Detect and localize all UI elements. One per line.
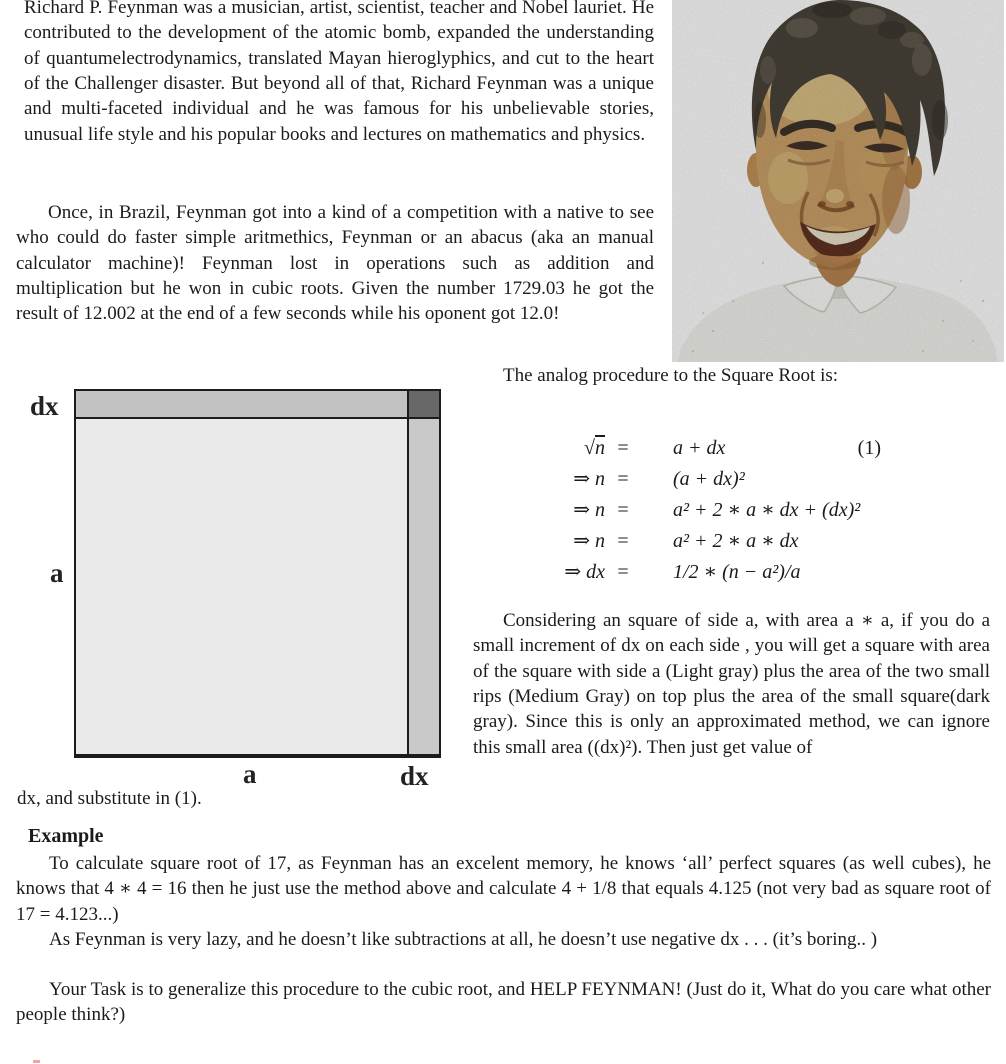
diagram-label-dx-top: dx xyxy=(30,391,59,421)
example-paragraph-2: As Feynman is very lazy, and he doesn’t like subtractions at all, he doesn’t use negative dx . . . (it’s boring.. ) xyxy=(49,929,878,950)
equation-row xyxy=(473,557,989,588)
equation-block xyxy=(473,433,989,588)
equation-row xyxy=(473,433,989,464)
equation-rhs: a + dx xyxy=(673,437,726,459)
equation-rhs: 1/2 ∗ (n − a²)/a xyxy=(673,561,801,583)
cropped-red-text-artifact xyxy=(33,1060,40,1063)
diagram-main-square-light-gray xyxy=(76,419,407,754)
equation-rhs: a² + 2 ∗ a ∗ dx + (dx)² xyxy=(673,499,861,521)
equation-lhs: ⇒ n xyxy=(573,530,605,552)
article-paragraph-2: Once, in Brazil, Feynman got into a kind of a competition with a native to see who could do faster simple aritmethics, Feynman or an abacus (aka an manual calculator machine)! Feynman lost in operations such as addition and multiplication but he won in cubic roots. Given the number 1729.03 he got the result of 12.002 at the end of a few seconds while his oponent got 12.0! xyxy=(16,202,654,325)
radicand: n xyxy=(595,437,605,459)
example-paragraph-3: Your Task is to generalize this procedure to the cubic root, and HELP FEYNMAN! (Just do it, What do you care what other people think?) xyxy=(16,979,991,1026)
square-increment-diagram xyxy=(74,389,441,758)
explanation-continued: dx, and substitute in (1). xyxy=(17,788,202,809)
equation-relation: = xyxy=(617,468,629,490)
radical-sign: √ xyxy=(584,437,595,459)
equation-relation: = xyxy=(617,530,629,552)
equation-relation: = xyxy=(617,499,629,521)
diagram-top-strip-medium-gray xyxy=(76,391,407,417)
diagram-label-a-left: a xyxy=(50,558,64,588)
equation-row xyxy=(473,526,989,557)
procedure-intro: The analog procedure to the Square Root is: xyxy=(503,365,839,386)
feynman-photo xyxy=(672,0,1004,362)
equation-lhs: ⇒ n xyxy=(573,468,605,490)
equation-lhs xyxy=(473,433,605,464)
example-heading: Example xyxy=(28,825,104,847)
explanation-paragraph: Considering an square of side a, with area a ∗ a, if you do a small increment of dx on each side , you will get a square with area of the square with side a (Light gray) plus the area of the two small rips (Medium Gray) on top plus the area of the small square(dark gray). Since this is only an approximated method, we can ignore this small area ((dx)²). Then just get value of xyxy=(473,610,990,758)
example-paragraph-1: To calculate square root of 17, as Feynman has an excelent memory, he knows ‘all’ perfect squares (as well cubes), he knows that 4 ∗ 4 = 16 then he just use the method above and calculate 4 + 1/8 that equals 4.125 (not very bad as square root of 17 = 4.123...) xyxy=(16,853,991,925)
diagram-right-strip-medium-gray xyxy=(409,419,439,754)
equation-row xyxy=(473,495,989,526)
equation-row xyxy=(473,464,989,495)
equation-lhs: ⇒ dx xyxy=(564,561,605,583)
equation-lhs: ⇒ n xyxy=(573,499,605,521)
diagram-corner-dark-square xyxy=(409,391,439,417)
equation-relation: = xyxy=(617,437,629,459)
equation-number: (1) xyxy=(857,437,881,459)
equation-rhs: a² + 2 ∗ a ∗ dx xyxy=(673,530,799,552)
equation-relation: = xyxy=(617,561,629,583)
equation-rhs: (a + dx)² xyxy=(673,468,745,490)
diagram-label-a-bottom: a xyxy=(243,759,257,789)
article-paragraph-1: Richard P. Feynman was a musician, artist, scientist, teacher and Nobel lauriet. He contributed to the development of the atomic bomb, expanded the understanding of quantumelectrodynamics, translated Mayan hieroglyphics, and cut to the heart of the Challenger disaster. But beyond all of that, Richard Feynman was a unique and multi-faceted individual and he was famous for his unbelievable stories, unusual life style and his popular books and lectures on mathematics and physics. xyxy=(24,0,654,145)
feynman-portrait-drawing xyxy=(672,0,1004,362)
diagram-label-dx-bottom: dx xyxy=(400,761,429,791)
